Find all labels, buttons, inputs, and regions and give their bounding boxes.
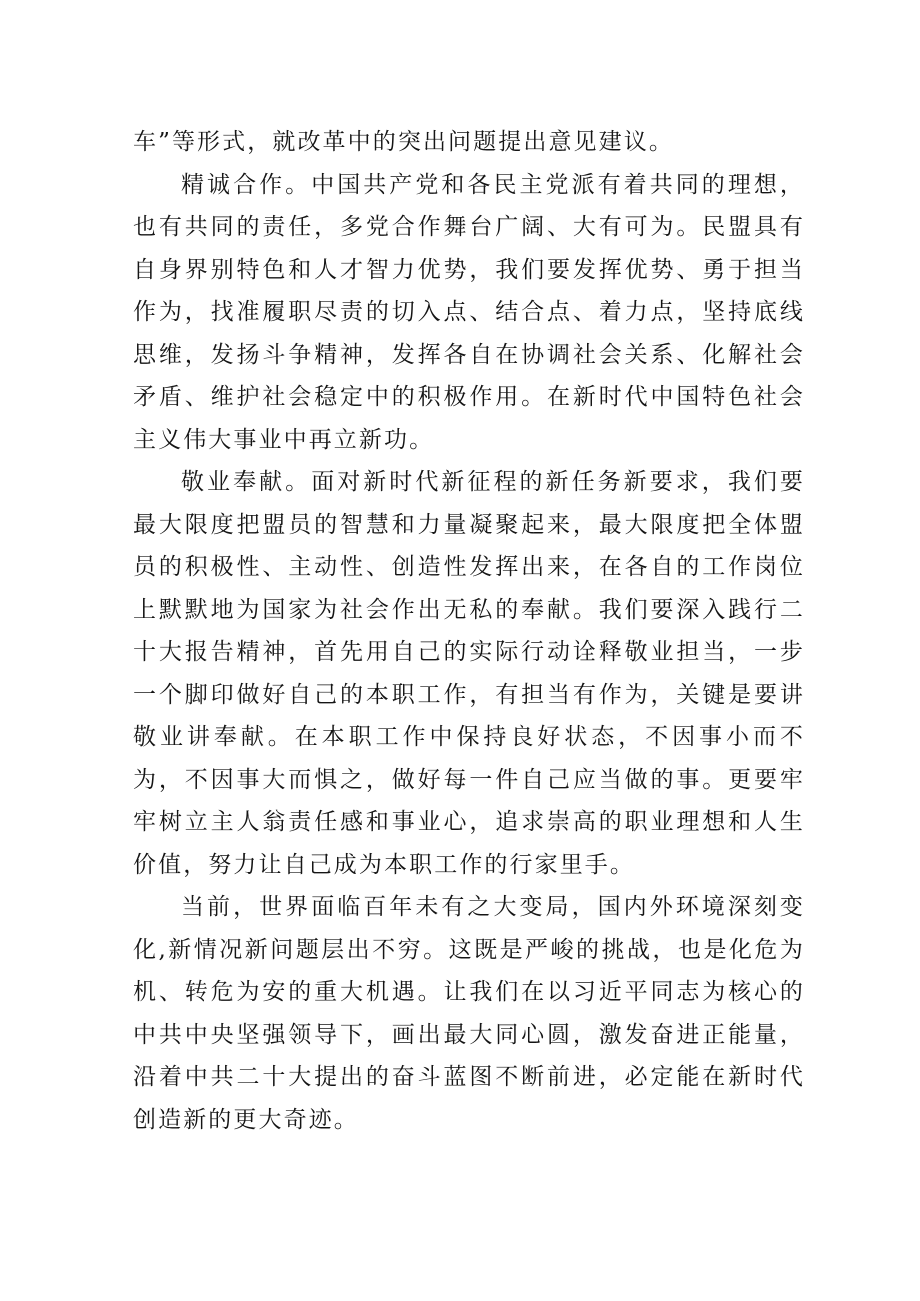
- paragraph-conclusion: 当前，世界面临百年未有之大变局，国内外环境深刻变化,新情况新问题层出不穷。这既是严峻的挑战，也是化危为机、转危为安的重大机遇。让我们在以习近平同志为核心的中共中央坚强领导下，画出最大同心圆，激发奋进正能量，沿着中共二十大提出的奋斗蓝图不断前进，必定能在新时代创造新的更大奇迹。: [133, 894, 805, 1133]
- paragraph-dedication: 敬业奉献。面对新时代新征程的新任务新要求，我们要最大限度把盟员的智慧和力量凝聚起来，最大限度把全体盟员的积极性、主动性、创造性发挥出来，在各自的工作岗位上默默地为国家为社会作出无私的奉献。我们要深入践行二十大报告精神，首先用自己的实际行动诠释敬业担当，一步一个脚印做好自己的本职工作，有担当有作为，关键是要讲敬业讲奉献。在本职工作中保持良好状态，不因事小而不为，不因事大而惧之，做好每一件自己应当做的事。更要牢牢树立主人翁责任感和事业心，追求崇高的职业理想和人生价值，努力让自己成为本职工作的行家里手。: [133, 469, 805, 878]
- paragraph-continuation: 车”等形式，就改革中的突出问题提出意见建议。: [133, 129, 674, 155]
- paragraph-cooperation: 精诚合作。中国共产党和各民主党派有着共同的理想，也有共同的责任，多党合作舞台广阔、大有可为。民盟具有自身界别特色和人才智力优势，我们要发挥优势、勇于担当作为，找准履职尽责的切入点、结合点、着力点，坚持底线思维，发扬斗争精神，发挥各自在协调社会关系、化解社会矛盾、维护社会稳定中的积极作用。在新时代中国特色社会主义伟大事业中再立新功。: [133, 171, 805, 453]
- document-body: [133, 121, 805, 1141]
